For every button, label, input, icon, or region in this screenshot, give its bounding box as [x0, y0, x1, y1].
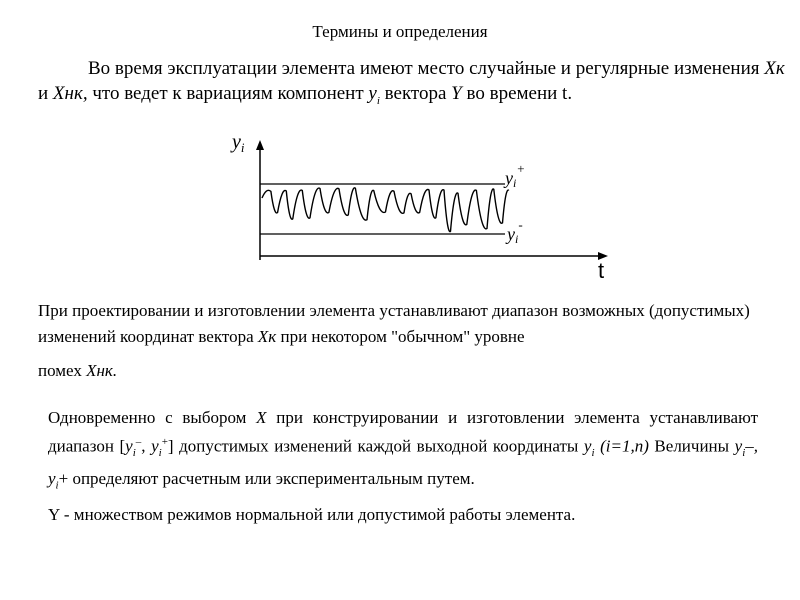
range-paragraph: [48, 405, 758, 498]
definition-paragraph: Y - множеством режимов нормальной или допустимой работы элемента.: [48, 505, 576, 524]
yi-subscript: i: [376, 94, 380, 107]
signal-figure: [220, 128, 620, 288]
xnk-symbol: Хнк.: [86, 361, 118, 380]
lower-bound-label: yi-: [507, 217, 523, 246]
xk-symbol: Хк: [257, 327, 277, 346]
text: при некотором "обычном" уровне: [276, 327, 525, 346]
noise-paragraph: [38, 361, 438, 381]
subscript: i: [742, 447, 746, 460]
text: и: [38, 83, 53, 104]
suffix: +: [58, 469, 69, 489]
text: что ведет к вариациям компонент: [87, 83, 369, 104]
y-axis-label: $y_i$: [232, 131, 245, 155]
y-symbol: y: [151, 436, 159, 456]
y-axis-arrow: [256, 140, 264, 150]
subscript: i: [55, 479, 59, 492]
text: При проектировании и изготовлении элемента устанавливают диапазон возможных (допустимых) изменений координат вектора: [38, 301, 750, 346]
xk-symbol: Хк: [764, 58, 785, 79]
y-symbol: y: [734, 436, 743, 456]
text: определяют расчетным или экспериментальным путем.: [68, 469, 475, 489]
text: Одновременно с выбором: [48, 408, 257, 427]
yi-symbol: y: [368, 83, 377, 104]
subscript: i: [132, 447, 136, 460]
upper-bound-label: yi+: [505, 161, 526, 190]
page-title: Термины и определения: [312, 22, 488, 41]
text: при конструировании и изготовлении элемента устанавливают диапазон [: [48, 408, 759, 456]
xnk-symbol: Хнк,: [52, 83, 88, 104]
superscript: –: [135, 436, 142, 448]
y-symbol: y: [48, 469, 56, 489]
index-range: (i=1,n): [600, 436, 649, 456]
text: ,: [141, 436, 152, 456]
signal-curve: [262, 188, 509, 232]
x-symbol: Х: [256, 408, 267, 427]
subscript: i: [158, 447, 162, 460]
intro-paragraph: [38, 56, 794, 114]
design-paragraph: [38, 298, 794, 350]
text: во времени t.: [461, 83, 573, 104]
text: вектора: [379, 83, 452, 104]
text: Во время эксплуатации элемента имеют место случайные и регулярные изменения: [88, 58, 765, 79]
suffix: –,: [745, 436, 758, 456]
text: ] допустимых изменений каждой выходной координаты: [167, 436, 584, 456]
x-axis-label: t: [598, 258, 605, 283]
text: помех: [38, 361, 87, 380]
superscript: +: [161, 436, 168, 448]
text: Величины: [648, 436, 735, 456]
y-symbol: y: [583, 436, 592, 456]
subscript: i: [591, 447, 595, 460]
Y-symbol: Y: [451, 83, 462, 104]
y-symbol: y: [125, 436, 133, 456]
